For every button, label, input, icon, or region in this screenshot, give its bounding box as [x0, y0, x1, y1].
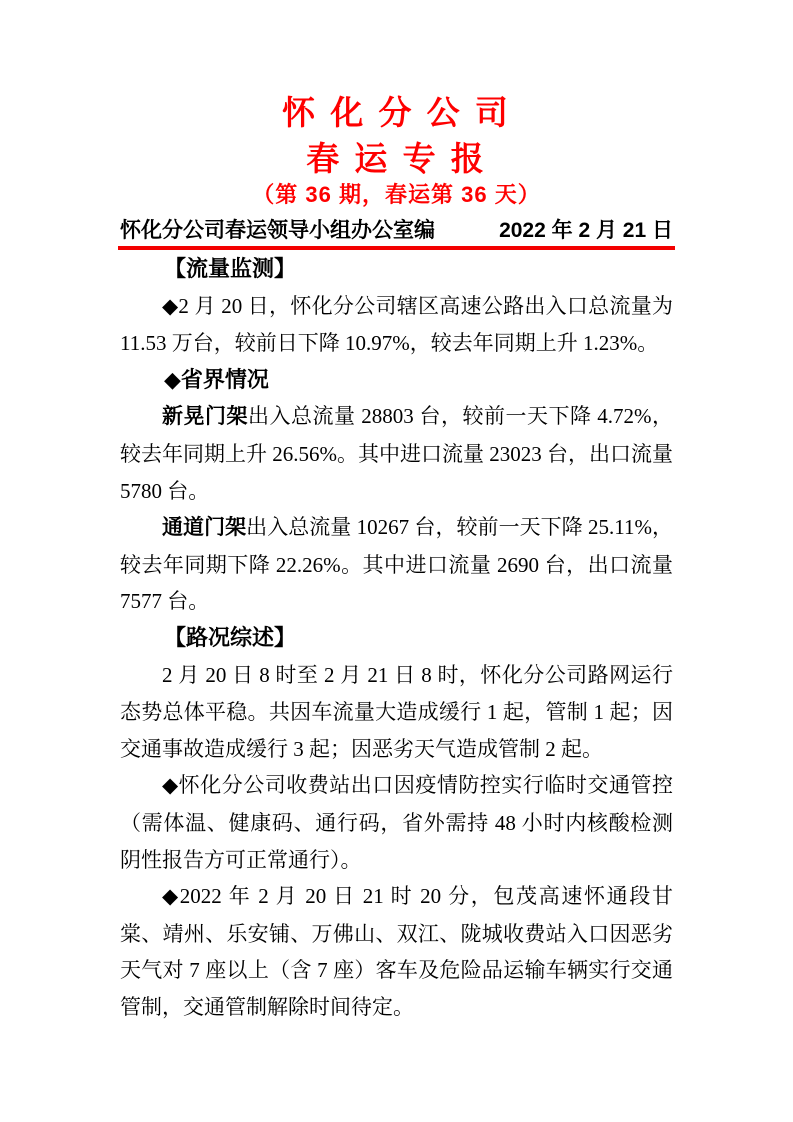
paragraph-text: 2 月 20 日 8 时至 2 月 21 日 8 时，怀化分公司路网运行态势总体平稳。共因车流量大造成缓行 1 起，管制 1 起；因交通事故造成缓行 3 起；因恶劣天气造成管制 2 起。: [120, 662, 673, 761]
paragraph-text: ◆2022 年 2 月 20 日 21 时 20 分，包茂高速怀通段甘棠、靖州、乐安铺、万佛山、双江、陇城收费站入口因恶劣天气对 7 座以上（含 7 座）客车及危险品运输车辆实行交通管制，交通管制解除时间待定。: [120, 884, 673, 1019]
section-heading-road-condition: 【路况综述】: [164, 624, 297, 650]
issue-info: （第 36 期，春运第 36 天）: [252, 182, 541, 207]
issue-date: 2022 年 2 月 21 日: [499, 219, 673, 242]
document-body: [120, 251, 673, 1025]
paragraph-text: ◆怀化分公司收费站出口因疫情防控实行临时交通管控（需体温、健康码、通行码，省外需持 48 小时内核酸检测阴性报告方可正常通行）。: [120, 773, 673, 872]
editor-label: 怀化分公司春运领导小组办公室编: [120, 219, 435, 242]
red-divider: [118, 246, 675, 250]
section-heading-traffic-monitor: 【流量监测】: [164, 256, 297, 281]
page-title-company: 怀 化 分 公 司: [282, 94, 511, 131]
paragraph-text: 出入总流量 28803 台，较前一天下降 4.72%，较去年同期上升 26.56%。其中进口流量 23023 台，出口流量 5780 台。: [120, 404, 673, 503]
paragraph-lead: 通道门架: [162, 516, 247, 540]
sub-heading-province-border: ◆省界情况: [164, 366, 269, 392]
paragraph-total-flow: [120, 288, 673, 362]
paragraph-weather-control: [120, 878, 673, 1025]
paragraph-network-overview: [120, 657, 673, 768]
editor-row: [120, 217, 673, 244]
paragraph-text: 出入总流量 10267 台，较前一天下降 25.11%，较去年同期下降 22.26%。其中进口流量 2690 台，出口流量 7577 台。: [120, 515, 674, 614]
paragraph-xinhuang-gantry: [120, 398, 673, 509]
paragraph-text: ◆2 月 20 日，怀化分公司辖区高速公路出入口总流量为 11.53 万台，较前日下降 10.97%，较去年同期上升 1.23%。: [120, 293, 673, 356]
paragraph-epidemic-control: [120, 767, 673, 878]
paragraph-lead: 新晃门架: [162, 405, 248, 429]
page-title-report: 春 运 专 报: [306, 140, 487, 177]
paragraph-tongdao-gantry: [120, 509, 673, 620]
